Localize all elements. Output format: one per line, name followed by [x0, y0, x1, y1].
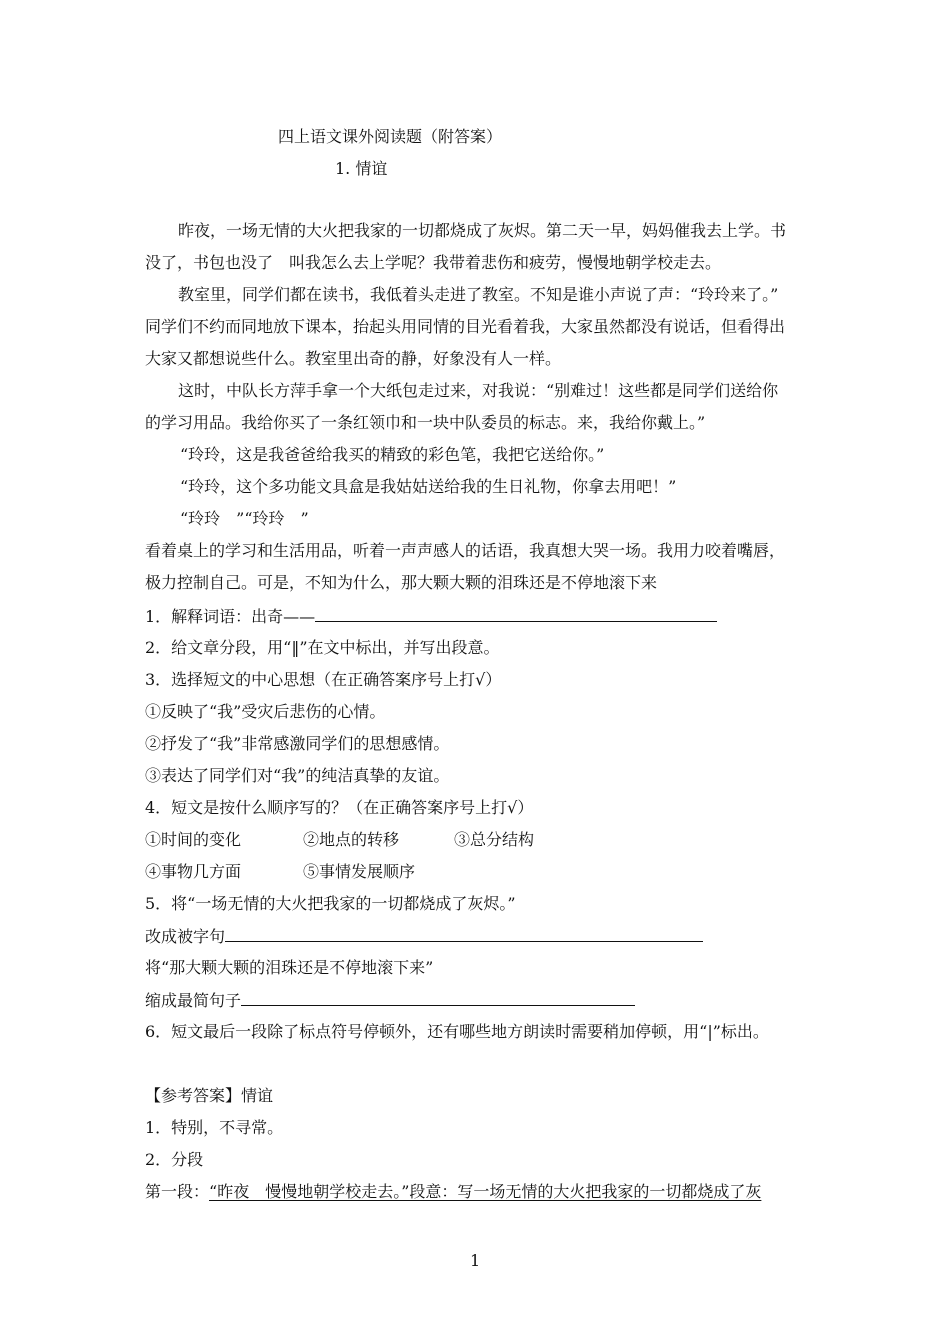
- answers-heading: 【参考答案】情谊: [145, 1086, 274, 1105]
- question-3-option: ③表达了同学们对“我”的纯洁真挚的友谊。: [145, 766, 450, 785]
- answer-1: 1．特别，不寻常。: [145, 1118, 284, 1137]
- passage-line: “玲玲，这是我爸爸给我买的精致的彩色笔，我把它送给你。”: [180, 445, 605, 464]
- answer-2-prefix: 第一段：: [145, 1182, 210, 1201]
- question-3-option: ②抒发了“我”非常感激同学们的思想感情。: [145, 734, 450, 753]
- question-2: 2．给文章分段，用“‖”在文中标出，并写出段意。: [145, 638, 500, 657]
- question-5: 5．将“一场无情的大火把我家的一切都烧成了灰烬。”: [145, 894, 516, 913]
- answer-2: 2．分段: [145, 1150, 204, 1169]
- question-1-text: 1．解释词语：出奇——: [145, 607, 316, 626]
- passage-line: 这时，中队长方萍手拿一个大纸包走过来，对我说：“别难过！这些都是同学们送给你: [178, 381, 779, 400]
- question-3: 3．选择短文的中心思想（在正确答案序号上打√）: [145, 670, 502, 689]
- question-4-option: ③总分结构: [454, 830, 535, 849]
- passage-line: 昨夜，一场无情的大火把我家的一切都烧成了灰烬。第二天一早，妈妈催我去上学。书: [178, 221, 787, 240]
- question-4: 4．短文是按什么顺序写的？（在正确答案序号上打√）: [145, 798, 534, 817]
- question-4-option: ①时间的变化: [145, 830, 242, 849]
- passage-line: 没了，书包也没了 叫我怎么去上学呢？我带着悲伤和疲劳，慢慢地朝学校走去。: [145, 253, 722, 272]
- answer-2-detail: [145, 1181, 761, 1203]
- question-3-option: ①反映了“我”受灾后悲伤的心情。: [145, 702, 386, 721]
- question-4-option: ②地点的转移: [303, 830, 400, 849]
- passage-line: 同学们不约而同地放下课本，抬起头用同情的目光看着我，大家虽然都没有说话，但看得出: [145, 317, 786, 336]
- question-5b: 将“那大颗大颗的泪珠还是不停地滚下来”: [145, 958, 434, 977]
- answer-blank[interactable]: [225, 925, 703, 942]
- passage-line: 教室里，同学们都在读书，我低着头走进了教室。不知是谁小声说了声：“玲玲来了。”: [178, 285, 779, 304]
- answer-blank[interactable]: [241, 989, 635, 1006]
- document-title: 四上语文课外阅读题（附答案）: [278, 127, 503, 146]
- question-5a-text: 改成被字句: [145, 927, 226, 946]
- answer-blank[interactable]: [315, 605, 717, 622]
- page-number: 1: [470, 1251, 481, 1270]
- question-6: 6．短文最后一段除了标点符号停顿外，还有哪些地方朗读时需要稍加停顿，用“|”标出。: [145, 1022, 769, 1041]
- passage-line: 大家又都想说些什么。教室里出奇的静，好象没有人一样。: [145, 349, 562, 368]
- question-4-option: ④事物几方面: [145, 862, 242, 881]
- passage-line: 极力控制自己。可是，不知为什么，那大颗大颗的泪珠还是不停地滚下来: [145, 573, 658, 592]
- passage-line: “玲玲，这个多功能文具盒是我姑姑送给我的生日礼物，你拿去用吧！”: [180, 477, 677, 496]
- question-5c: [145, 989, 635, 1012]
- answer-2-text: “昨夜 慢慢地朝学校走去。”段意：写一场无情的大火把我家的一切都烧成了灰: [209, 1182, 762, 1201]
- question-1: [145, 605, 717, 628]
- passage-line: 看着桌上的学习和生活用品，听着一声声感人的话语，我真想大哭一场。我用力咬着嘴唇，: [145, 541, 786, 560]
- passage-line: “玲玲 ”“玲玲 ”: [180, 509, 309, 528]
- question-5c-text: 缩成最简句子: [145, 991, 242, 1010]
- section-title: 1. 情谊: [335, 159, 388, 178]
- question-5a: [145, 925, 703, 948]
- question-4-option: ⑤事情发展顺序: [303, 862, 416, 881]
- passage-line: 的学习用品。我给你买了一条红领巾和一块中队委员的标志。来，我给你戴上。”: [145, 413, 706, 432]
